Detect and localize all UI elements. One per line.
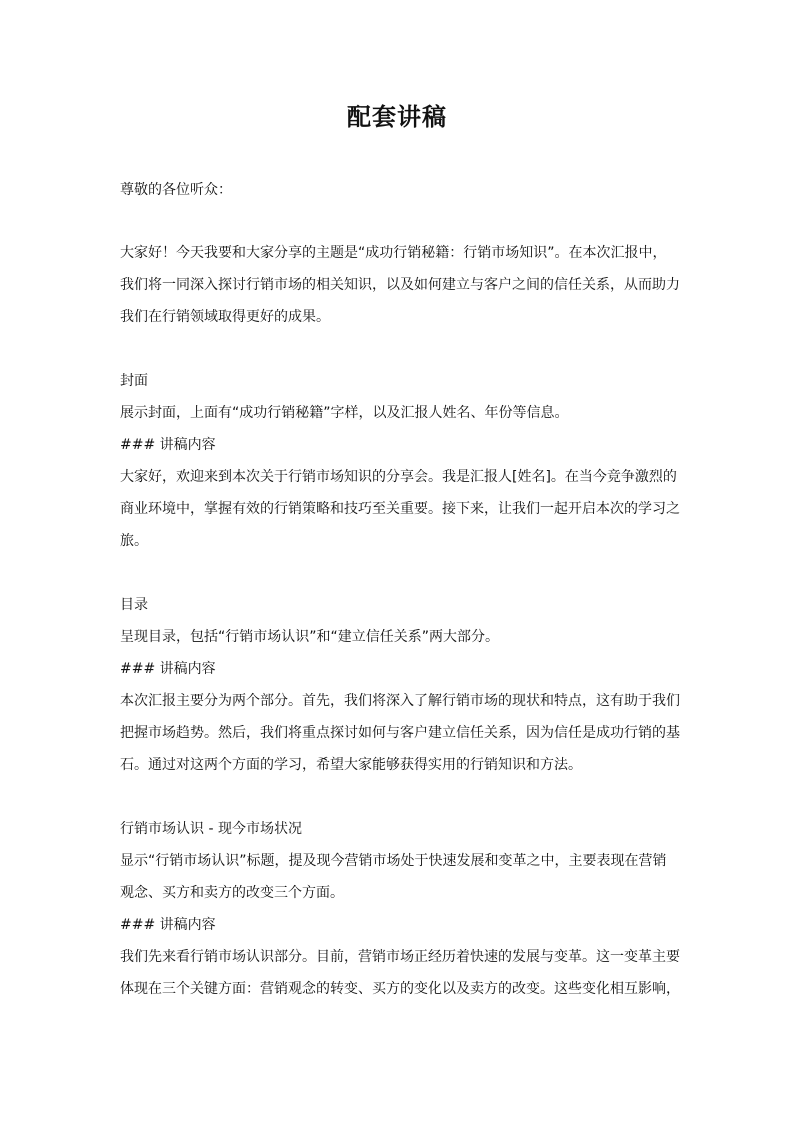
greeting bbox=[120, 174, 680, 206]
speech-line: 本次汇报主要分为两个部分。首先，我们将深入了解行销市场的现状和特点，这有助于我们 bbox=[120, 693, 680, 709]
section-description: 观念、买方和卖方的改变三个方面。 bbox=[120, 885, 344, 901]
speech-heading: ### 讲稿内容 bbox=[120, 917, 216, 933]
intro-line: 我们在行销领域取得更好的成果。 bbox=[120, 309, 330, 325]
greeting-line: 尊敬的各位听众： bbox=[120, 182, 232, 198]
section-market-awareness bbox=[120, 813, 680, 1005]
section-description: 展示封面，上面有“成功行销秘籍”字样，以及汇报人姓名、年份等信息。 bbox=[120, 405, 569, 421]
speech-line: 我们先来看行销市场认识部分。目前，营销市场正经历着快速的发展与变革。这一变革主要 bbox=[120, 949, 680, 965]
intro-line: 大家好！今天我要和大家分享的主题是“成功行销秘籍：行销市场知识”。在本次汇报中， bbox=[120, 245, 667, 261]
section-cover bbox=[120, 365, 680, 557]
intro-line: 我们将一同深入探讨行销市场的相关知识，以及如何建立与客户之间的信任关系，从而助力 bbox=[120, 277, 680, 293]
document-body bbox=[120, 174, 680, 1005]
section-description: 显示“行销市场认识”标题，提及现今营销市场处于快速发展和变革之中，主要表现在营销 bbox=[120, 853, 667, 869]
section-description: 呈现目录，包括“行销市场认识”和“建立信任关系”两大部分。 bbox=[120, 629, 500, 645]
speech-heading: ### 讲稿内容 bbox=[120, 661, 216, 677]
section-heading: 封面 bbox=[120, 373, 148, 389]
intro-paragraph bbox=[120, 237, 680, 333]
speech-line: 旅。 bbox=[120, 533, 148, 549]
section-heading: 行销市场认识 - 现今市场状况 bbox=[120, 821, 302, 837]
document-title: 配套讲稿 bbox=[347, 103, 447, 131]
speech-line: 商业环境中，掌握有效的行销策略和技巧至关重要。接下来，让我们一起开启本次的学习之 bbox=[120, 501, 680, 517]
speech-line: 石。通过对这两个方面的学习，希望大家能够获得实用的行销知识和方法。 bbox=[120, 757, 582, 773]
section-heading: 目录 bbox=[120, 597, 148, 613]
speech-line: 体现在三个关键方面：营销观念的转变、买方的变化以及卖方的改变。这些变化相互影响， bbox=[120, 981, 680, 997]
speech-line: 把握市场趋势。然后，我们将重点探讨如何与客户建立信任关系，因为信任是成功行销的基 bbox=[120, 725, 680, 741]
section-contents bbox=[120, 589, 680, 781]
speech-line: 大家好，欢迎来到本次关于行销市场知识的分享会。我是汇报人[姓名]。在当今竞争激烈的 bbox=[120, 469, 677, 485]
speech-heading: ### 讲稿内容 bbox=[120, 437, 216, 453]
